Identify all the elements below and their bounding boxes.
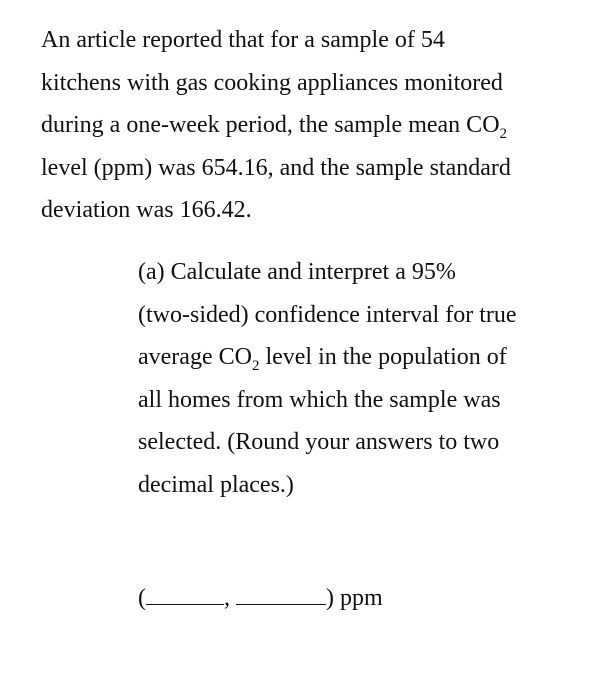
question-line-text: average CO: [138, 344, 252, 370]
problem-statement: [41, 19, 596, 232]
question-line: selected. (Round your answers to two: [138, 429, 500, 455]
question-line-text: level in the population of: [259, 344, 507, 370]
question-line: (a) Calculate and interpret a 95%: [138, 259, 456, 285]
co2-subscript: 2: [499, 126, 508, 142]
question-line: all homes from which the sample was: [138, 386, 501, 413]
problem-line: deviation was 166.42.: [41, 197, 252, 223]
problem-line-text: during a one-week period, the sample mean CO: [41, 112, 500, 138]
upper-bound-blank[interactable]: [236, 580, 326, 605]
question-line: [138, 336, 588, 379]
problem-line: kitchens with gas cooking appliances monitored: [41, 69, 503, 96]
unit-label: ppm: [340, 585, 383, 611]
comma-separator: ,: [224, 585, 230, 611]
close-paren: ): [326, 585, 334, 611]
question-line: (two-sided) confidence interval for true: [138, 301, 517, 328]
problem-line: level (ppm) was 654.16, and the sample standard: [41, 154, 511, 181]
confidence-interval-answer: [138, 578, 383, 618]
part-a-question: [138, 251, 588, 506]
problem-line: An article reported that for a sample of 54: [41, 27, 445, 53]
open-paren: (: [138, 585, 146, 611]
co2-subscript: 2: [251, 358, 260, 374]
question-line: decimal places.): [138, 471, 294, 498]
lower-bound-blank[interactable]: [146, 580, 224, 605]
problem-line: [41, 104, 596, 147]
